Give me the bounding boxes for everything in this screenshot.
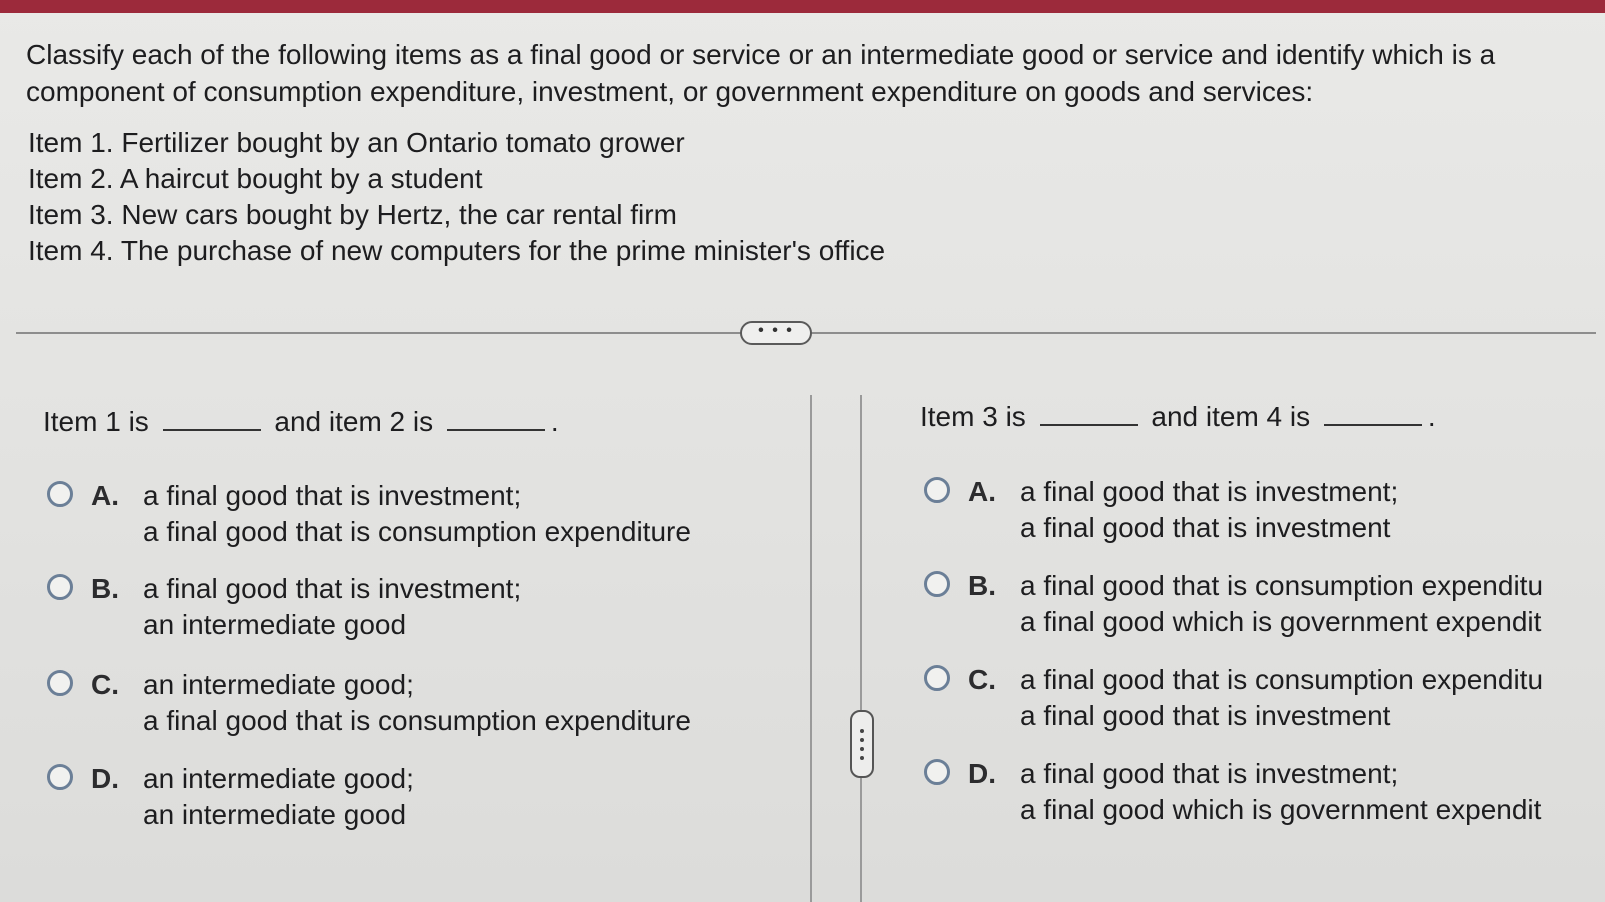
option-line-1: an intermediate good; [143,669,414,700]
option-line-2: a final good that is consumption expenditure [143,705,691,736]
radio-button[interactable] [47,574,73,600]
handle-dot-icon [860,747,864,751]
handle-dot-icon [860,738,864,742]
left-prompt [43,405,559,439]
option-line-1: a final good that is investment; [1020,476,1399,507]
right-prompt-item3: Item 3 is [920,401,1026,432]
item-1: Item 1. Fertilizer bought by an Ontario tomato grower [28,127,685,158]
prompt-period: . [1427,401,1436,432]
question-line-1: Classify each of the following items as a final good or service or an intermediate good or service and identify which is a [26,39,1496,70]
option-letter: C. [91,669,119,700]
left-prompt-item2: and item 2 is [274,406,434,437]
blank-item-3 [1040,400,1138,426]
option-letter: D. [968,758,996,789]
option-line-2: an intermediate good [143,799,407,830]
blank-item-2 [447,405,545,431]
panel-divider-right [860,395,862,902]
right-options-panel [918,470,1568,850]
left-prompt-item1: Item 1 is [43,406,149,437]
radio-button[interactable] [47,481,73,507]
option-line-2: a final good which is government expendit [1020,794,1542,825]
radio-button[interactable] [47,670,73,696]
option-line-1: a final good that is investment; [143,573,522,604]
option-letter: D. [91,763,119,794]
radio-button[interactable] [924,665,950,691]
panel-divider-left [810,395,812,902]
option-line-1: a final good that is investment; [1020,758,1399,789]
radio-button[interactable] [924,759,950,785]
radio-button[interactable] [47,764,73,790]
radio-button[interactable] [924,571,950,597]
handle-dot-icon [860,729,864,733]
item-2: Item 2. A haircut bought by a student [28,163,483,194]
option-line-1: a final good that is consumption expenditu [1020,664,1544,695]
question-line-2: component of consumption expenditure, investment, or government expenditure on goods and services: [26,76,1314,107]
item-3: Item 3. New cars bought by Hertz, the car rental firm [28,199,677,230]
option-line-2: a final good that is investment [1020,512,1391,543]
option-letter: B. [968,570,996,601]
question-text [26,36,1566,110]
option-line-2: an intermediate good [143,609,407,640]
option-letter: A. [91,480,119,511]
radio-button[interactable] [924,477,950,503]
option-line-1: a final good that is investment; [143,480,522,511]
top-accent-bar [0,0,1605,13]
option-line-2: a final good that is consumption expenditure [143,516,691,547]
option-line-1: a final good that is consumption expenditu [1020,570,1544,601]
expand-more-button[interactable]: • • • [740,321,812,345]
right-prompt [920,400,1436,434]
blank-item-1 [163,405,261,431]
handle-dot-icon [860,756,864,760]
option-line-2: a final good which is government expendit [1020,606,1542,637]
right-prompt-item4: and item 4 is [1151,401,1311,432]
option-line-1: an intermediate good; [143,763,414,794]
item-list [28,125,885,269]
panel-resize-handle[interactable] [850,710,874,778]
item-4: Item 4. The purchase of new computers for the prime minister's office [28,235,886,266]
option-line-2: a final good that is investment [1020,700,1391,731]
option-letter: A. [968,476,996,507]
prompt-period: . [550,406,559,437]
option-letter: B. [91,573,119,604]
option-letter: C. [968,664,996,695]
blank-item-4 [1324,400,1422,426]
